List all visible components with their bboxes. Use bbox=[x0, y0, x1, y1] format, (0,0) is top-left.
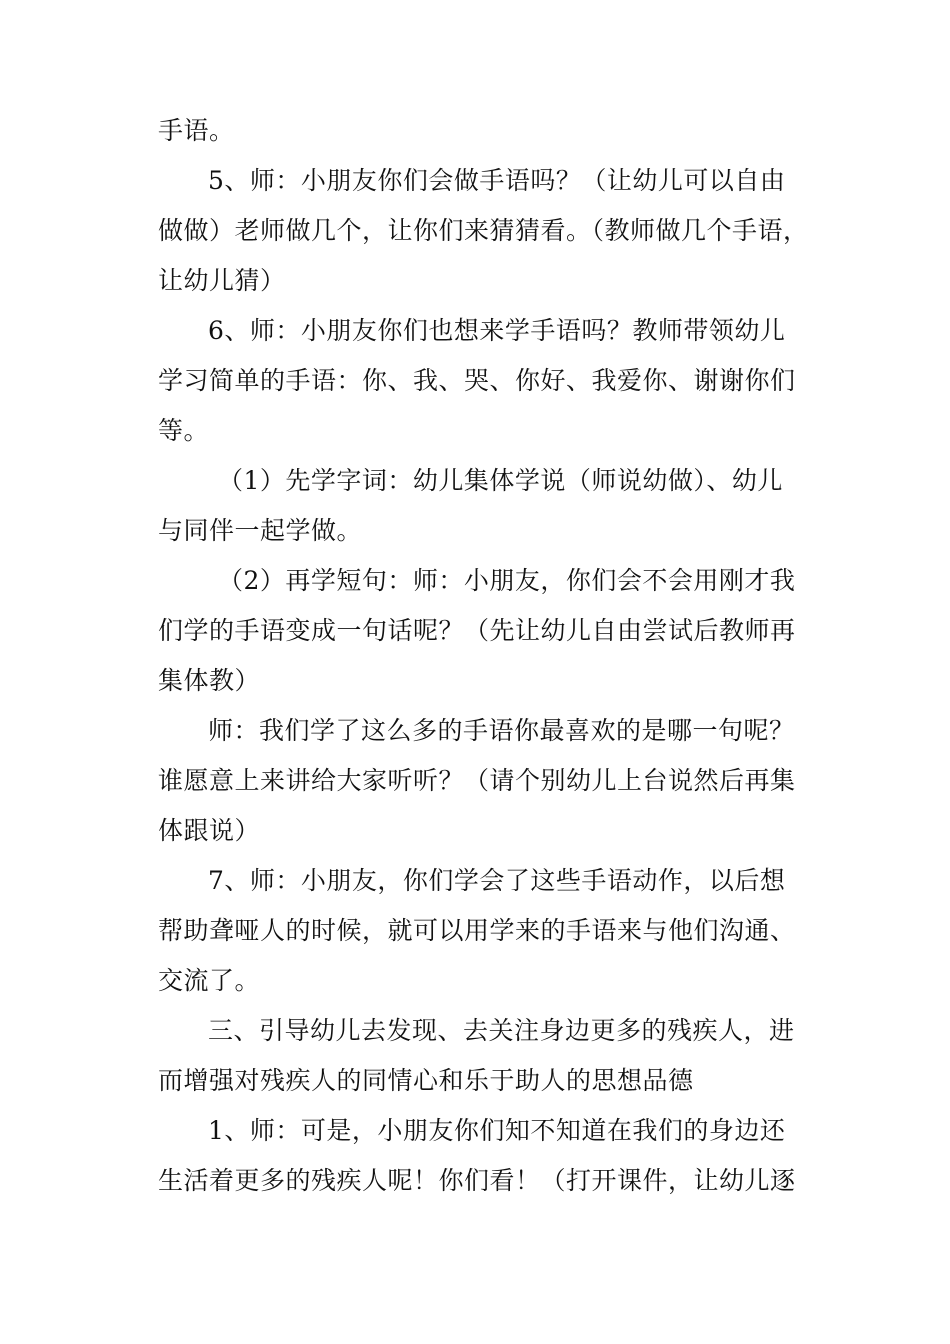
paragraph-7-line-1: 三、引导幼儿去发现、去关注身边更多的残疾人，进 bbox=[208, 1016, 795, 1045]
paragraph-8-line-1: 1、师：可是，小朋友你们知不知道在我们的身边还 bbox=[208, 1116, 786, 1145]
paragraph-0-line-1: 手语。 bbox=[158, 116, 235, 145]
paragraph-1-line-2: 做做）老师做几个，让你们来猜猜看。（教师做几个手语， bbox=[158, 216, 809, 245]
paragraph-2-line-1: 6、师：小朋友你们也想来学手语吗？教师带领幼儿 bbox=[208, 316, 786, 345]
paragraph-2-line-2: 学习简单的手语：你、我、哭、你好、我爱你、谢谢你们 bbox=[158, 366, 796, 395]
paragraph-5-line-3: 体跟说） bbox=[158, 816, 261, 845]
paragraph-6-line-2: 帮助聋哑人的时候，就可以用学来的手语来与他们沟通、 bbox=[158, 916, 796, 945]
paragraph-6-line-1: 7、师：小朋友，你们学会了这些手语动作，以后想 bbox=[208, 866, 786, 895]
paragraph-6-line-3: 交流了。 bbox=[158, 966, 261, 995]
paragraph-4-line-3: 集体教） bbox=[158, 666, 261, 695]
paragraph-3-line-2: 与同伴一起学做。 bbox=[158, 516, 363, 545]
paragraph-5-line-2: 谁愿意上来讲给大家听听？（请个别幼儿上台说然后再集 bbox=[158, 766, 796, 795]
paragraph-7-line-2: 而增强对残疾人的同情心和乐于助人的思想品德 bbox=[158, 1066, 694, 1095]
paragraph-5-line-1: 师：我们学了这么多的手语你最喜欢的是哪一句呢？ bbox=[208, 716, 795, 745]
paragraph-1-line-1: 5、师：小朋友你们会做手语吗？（让幼儿可以自由 bbox=[208, 166, 786, 195]
paragraph-1-line-3: 让幼儿猜） bbox=[158, 266, 286, 295]
paragraph-3-line-1: （1）先学字词：幼儿集体学说（师说幼做）、幼儿 bbox=[218, 466, 783, 495]
paragraph-4-line-1: （2）再学短句：师：小朋友，你们会不会用刚才我 bbox=[218, 566, 796, 595]
paragraph-8-line-2: 生活着更多的残疾人呢！你们看！（打开课件，让幼儿逐 bbox=[158, 1166, 796, 1195]
paragraph-4-line-2: 们学的手语变成一句话呢？（先让幼儿自由尝试后教师再 bbox=[158, 616, 796, 645]
paragraph-2-line-3: 等。 bbox=[158, 416, 210, 445]
